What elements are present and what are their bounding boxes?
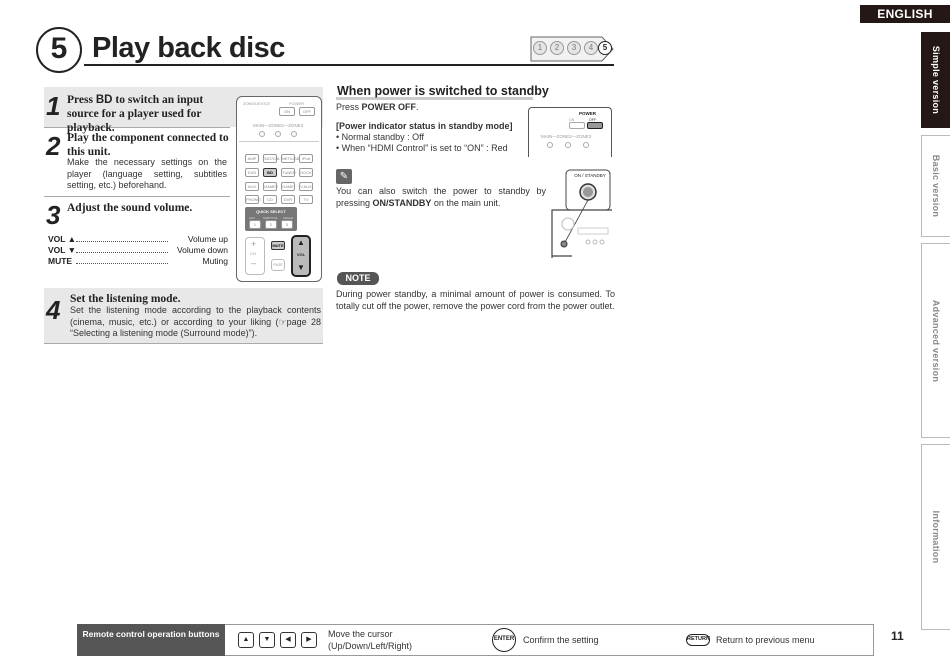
remote-btn-game: GAME <box>282 184 294 189</box>
mute-row: MUTE Muting <box>48 256 228 266</box>
remote-zone-device: ZONE/DEVICE <box>243 101 271 106</box>
language-tag: ENGLISH <box>860 5 950 23</box>
remote-btn-game2: GAME2 <box>264 184 279 189</box>
quick-select-3: 3 <box>281 220 293 229</box>
step-3-number: 3 <box>46 200 61 230</box>
standby-section-title: When power is switched to standby <box>337 84 549 98</box>
remote-btn-dvr: DVR <box>281 195 295 204</box>
indicator-bullet-normal: • Normal standby : Off <box>336 132 425 142</box>
page-number: 11 <box>891 629 904 643</box>
tab-label: Basic version <box>931 154 941 218</box>
remote-top-illustration: POWER ON OFF MAIN—ZONE2—ZONE3 <box>528 107 612 157</box>
tab-information[interactable] <box>921 444 950 630</box>
page-ref-icon: ☞ <box>278 316 287 327</box>
arrow-right-key-icon: ▶ <box>301 632 317 648</box>
step-4-heading: Set the listening mode. <box>70 293 181 305</box>
on-standby-key: ON/STANDBY <box>372 197 432 208</box>
remote-btn-phono: PHONO <box>246 197 261 202</box>
tab-basic-version[interactable] <box>921 135 950 237</box>
vol-up-row: VOL ▲ Volume up <box>48 234 228 244</box>
quick-select-label: QUICK SELECT <box>256 209 286 214</box>
remote-mute-button: MUTE <box>272 243 284 248</box>
progress-step-2: 2 <box>550 41 564 55</box>
note-text: During power standby, a minimal amount of power is consumed. To totally cut off the power, remove the power cord from the power outlet. <box>336 289 615 311</box>
remote-btn-dvd: DVD <box>245 168 259 177</box>
indicator-bullet-hdmi: • When “HDMI Control” is set to “ON” : Red <box>336 143 508 153</box>
tab-label: Advanced version <box>931 299 941 382</box>
enter-key-icon: ENTER <box>492 628 516 652</box>
remote-btn-cd: CD <box>263 195 277 204</box>
tab-label: Simple version <box>931 45 941 115</box>
remote-btn-dock: DOCK <box>300 170 312 175</box>
bd-key: BD <box>95 94 113 106</box>
vol-down-icon: ▼ <box>297 263 305 272</box>
remote-btn-net: NET/USB <box>282 156 300 161</box>
indicator-heading: [Power indicator status in standby mode] <box>336 121 513 131</box>
title-divider <box>84 64 614 66</box>
remote-zone-label: MAIN—ZONE2—ZONE3 <box>253 123 304 128</box>
remote-btn-ipod: iPod <box>299 154 313 163</box>
ch-up-icon: + <box>251 239 257 249</box>
tab-simple-version[interactable] <box>921 32 950 128</box>
step-2-number: 2 <box>46 131 61 161</box>
step-2-heading: Play the component connected to this unit. <box>67 132 229 158</box>
press-power-off: Press POWER OFF. <box>336 102 419 112</box>
note-badge: NOTE <box>337 272 379 285</box>
progress-step-5: 5 <box>598 41 612 55</box>
remote-btn-amp: AMP <box>245 154 259 163</box>
arrow-left-key-icon: ◀ <box>280 632 296 648</box>
ch-down-icon: – <box>251 258 257 268</box>
pencil-tip-icon: ✎ <box>336 169 352 184</box>
step-3-heading: Adjust the sound volume. <box>67 202 193 214</box>
step-1-heading: Press BD to switch an input source for a player used for playback. <box>67 94 204 134</box>
arrow-up-key-icon: ▲ <box>238 632 254 648</box>
step-1-number: 1 <box>46 91 61 121</box>
remote-vol-rocker: ▲ VOL ▼ <box>291 235 311 277</box>
on-standby-label: ON / STANDBY <box>574 173 606 178</box>
step-divider <box>44 196 230 197</box>
return-text: Return to previous menu <box>716 635 815 645</box>
progress-step-4: 4 <box>584 41 598 55</box>
quick-select-panel: QUICK SELECT AUX SUBTITLE ANGLE 1 2 3 <box>245 207 297 231</box>
tip-text: You can also switch the power to standby by pressing ON/STANDBY on the main unit. <box>336 186 546 208</box>
remote-off-button: OFF <box>299 107 315 116</box>
step-4-number: 4 <box>46 295 61 325</box>
vol-down-row: VOL ▼ Volume down <box>48 245 228 255</box>
vol-up-icon: ▲ <box>297 238 305 247</box>
tab-label: Information <box>931 510 941 564</box>
quick-select-2: 2 <box>265 220 277 229</box>
remote-btn-bd: BD <box>263 168 277 177</box>
progress-step-1: 1 <box>533 41 547 55</box>
remote-btn-sat: SAT/CBL <box>264 156 281 161</box>
remote-btn-aux: AUX <box>245 182 259 191</box>
page-title: Play back disc <box>92 32 285 64</box>
remote-illustration: ZONE/DEVICE POWER ON OFF MAIN—ZONE2—ZONE3 AMP SAT/CBL NET/USB iPod DVD BD TUNER DOCK AUX GAME2 GAME V.AUX PHONO CD DVR TV QUICK SELECT AUX SUBTITLE ANGLE 1 2 3 + CH – MUTE PAGE ▲ VOL ▼ <box>236 96 322 282</box>
remote-power-label: POWER <box>289 101 305 106</box>
main-unit-illustration <box>550 168 612 260</box>
enter-text: Confirm the setting <box>523 635 599 645</box>
remote-on-button: ON <box>279 107 295 116</box>
return-key-icon: RETURN <box>686 634 710 646</box>
quick-select-1: 1 <box>249 220 261 229</box>
remote-btn-tuner: TUNER <box>282 170 296 175</box>
move-cursor-text: Move the cursor (Up/Down/Left/Right) <box>328 629 413 651</box>
remote-btn-tv: TV <box>299 195 313 204</box>
power-off-key: POWER OFF <box>361 102 417 112</box>
tab-advanced-version[interactable] <box>921 243 950 438</box>
step-number-badge: 5 <box>36 27 82 73</box>
progress-step-3: 3 <box>567 41 581 55</box>
power-off-button-icon <box>587 122 603 129</box>
step-2-body: Make the necessary settings on the player (language setting, subtitles setting, etc.) beforehand. <box>67 157 227 190</box>
remote-btn-vaux: V.AUX <box>300 184 312 189</box>
footer-label: Remote control operation buttons <box>77 624 225 656</box>
arrow-down-key-icon: ▼ <box>259 632 275 648</box>
step-4-body: Set the listening mode according to the playback contents (cinema, music, etc.) or according to your liking (☞page 28 “Selecting a listening mode (Surround mode)”). <box>70 305 321 338</box>
